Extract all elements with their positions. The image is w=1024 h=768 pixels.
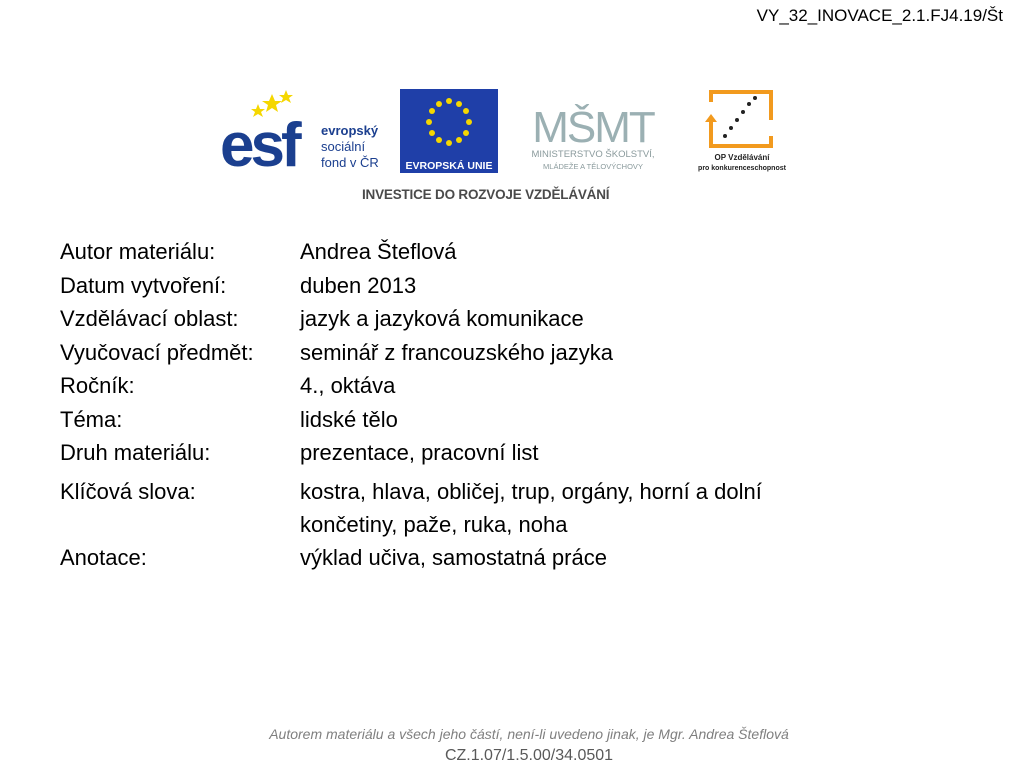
logo-banner <box>220 86 800 211</box>
eu-logo <box>400 89 498 173</box>
info-label: Ročník: <box>60 373 135 398</box>
esf-wordmark: esf <box>220 111 298 174</box>
info-value: 4., oktáva <box>300 373 396 398</box>
info-label: Vzdělávací oblast: <box>60 306 239 331</box>
info-row-type <box>60 436 860 470</box>
info-label: Téma: <box>60 406 123 432</box>
esf-line-1: evropský <box>321 123 379 138</box>
info-value: duben 2013 <box>300 272 417 298</box>
document-code: VY_32_INOVACE_2.1.FJ4.19/Št <box>756 6 1003 25</box>
info-row-date <box>60 269 860 303</box>
tagline: INVESTICE DO ROZVOJE VZDĚLÁVÁNÍ <box>362 187 610 202</box>
info-table <box>60 235 860 574</box>
info-value: lidské tělo <box>300 406 398 432</box>
info-row-author <box>60 235 860 269</box>
msmt-logo <box>505 86 680 178</box>
op-dots-icon <box>723 96 757 138</box>
info-value: prezentace, pracovní list <box>300 440 539 465</box>
eu-caption: EVROPSKÁ UNIE <box>405 160 493 172</box>
msmt-line-2: MLÁDEŽE A TĚLOVÝCHOVY <box>543 162 643 171</box>
info-label: Vyučovací předmět: <box>60 339 254 365</box>
info-label: Datum vytvoření: <box>60 272 227 298</box>
info-row-keywords <box>60 470 860 541</box>
footer-author-note: Autorem materiálu a všech jeho částí, není-li uvedeno jinak, je Mgr. Andrea Šteflová <box>269 726 789 742</box>
info-label: Anotace: <box>60 544 147 570</box>
info-row-grade <box>60 369 860 403</box>
op-logo <box>685 88 800 174</box>
esf-line-3: fond v ČR <box>321 155 379 170</box>
op-line-2: pro konkurenceschopnost <box>698 165 786 172</box>
info-row-topic <box>60 403 860 437</box>
info-value: seminář z francouzského jazyka <box>300 339 614 365</box>
info-row-area <box>60 302 860 336</box>
info-value: Andrea Šteflová <box>300 239 457 264</box>
info-value: výklad učiva, samostatná práce <box>300 544 607 570</box>
esf-line-2: sociální <box>321 139 366 154</box>
info-value: jazyk a jazyková komunikace <box>300 306 584 331</box>
info-label: Autor materiálu: <box>60 239 216 264</box>
op-line-1: OP Vzdělávání <box>714 153 770 162</box>
info-row-subject <box>60 336 860 370</box>
info-row-annotation <box>60 541 860 575</box>
info-label: Druh materiálu: <box>60 440 211 465</box>
footer-project-code: CZ.1.07/1.5.00/34.0501 <box>444 747 614 764</box>
info-value: kostra, hlava, obličej, trup, orgány, horní a dolní končetiny, paže, ruka, noha <box>300 478 762 537</box>
esf-logo <box>220 88 395 174</box>
msmt-line-1: MINISTERSTVO ŠKOLSTVÍ, <box>531 149 655 160</box>
msmt-mark: MŠMT <box>532 103 654 152</box>
info-label: Klíčová slova: <box>60 478 196 504</box>
